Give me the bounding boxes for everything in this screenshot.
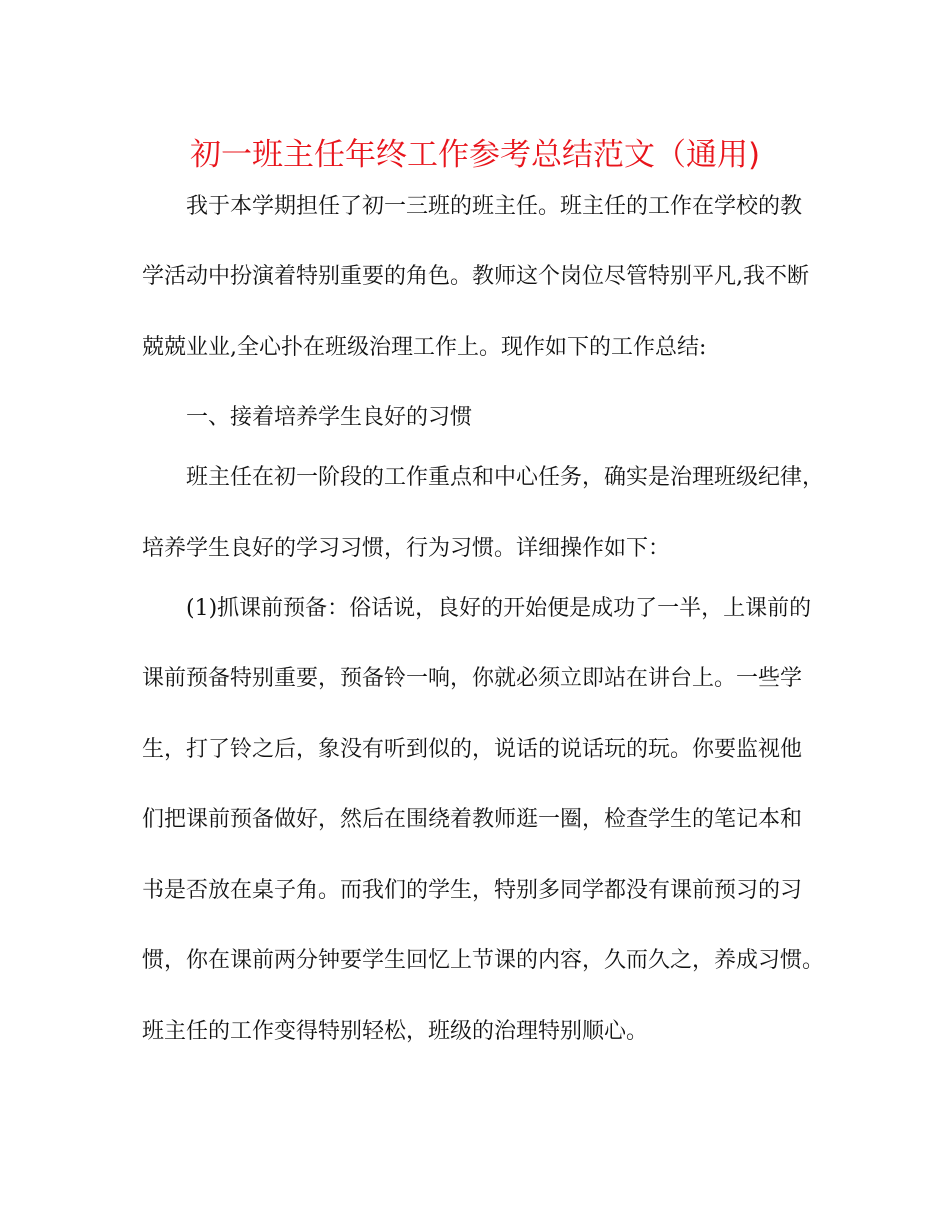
document-title: 初一班主任年终工作参考总结范文（通用) xyxy=(189,137,761,173)
paragraph-2-line-1: 班主任在初一阶段的工作重点和中心任务，确实是治理班级纪律， xyxy=(186,465,825,490)
paragraph-3-line-3: 生，打了铃之后，象没有听到似的，说话的说话玩的玩。你要监视他 xyxy=(142,737,803,762)
section-heading-1: 一、接着培养学生良好的习惯 xyxy=(186,405,473,430)
paragraph-1-line-1: 我于本学期担任了初一三班的班主任。班主任的工作在学校的教 xyxy=(186,194,803,219)
paragraph-3-line-2: 课前预备特别重要，预备铃一响，你就必须立即站在讲台上。一些学 xyxy=(142,666,803,691)
paragraph-1-line-3: 兢兢业业,全心扑在班级治理工作上。现作如下的工作总结: xyxy=(142,335,707,360)
paragraph-3-line-5: 书是否放在桌子角。而我们的学生，特别多同学都没有课前预习的习 xyxy=(142,878,803,903)
paragraph-3-line-4: 们把课前预备做好，然后在围绕着教师逛一圈，检查学生的笔记本和 xyxy=(142,807,803,832)
paragraph-3-line-1: (1)抓课前预备：俗话说，良好的开始便是成功了一半，上课前的 xyxy=(186,596,812,621)
paragraph-2-line-2: 培养学生良好的学习习惯，行为习惯。详细操作如下： xyxy=(142,536,671,561)
paragraph-1-line-2: 学活动中扮演着特别重要的角色。教师这个岗位尽管特别平凡,我不断 xyxy=(142,264,809,289)
paragraph-3-line-7: 班主任的工作变得特别轻松，班级的治理特别顺心。 xyxy=(142,1019,649,1044)
paragraph-3-line-6: 惯，你在课前两分钟要学生回忆上节课的内容，久而久之，养成习惯。 xyxy=(142,948,825,973)
